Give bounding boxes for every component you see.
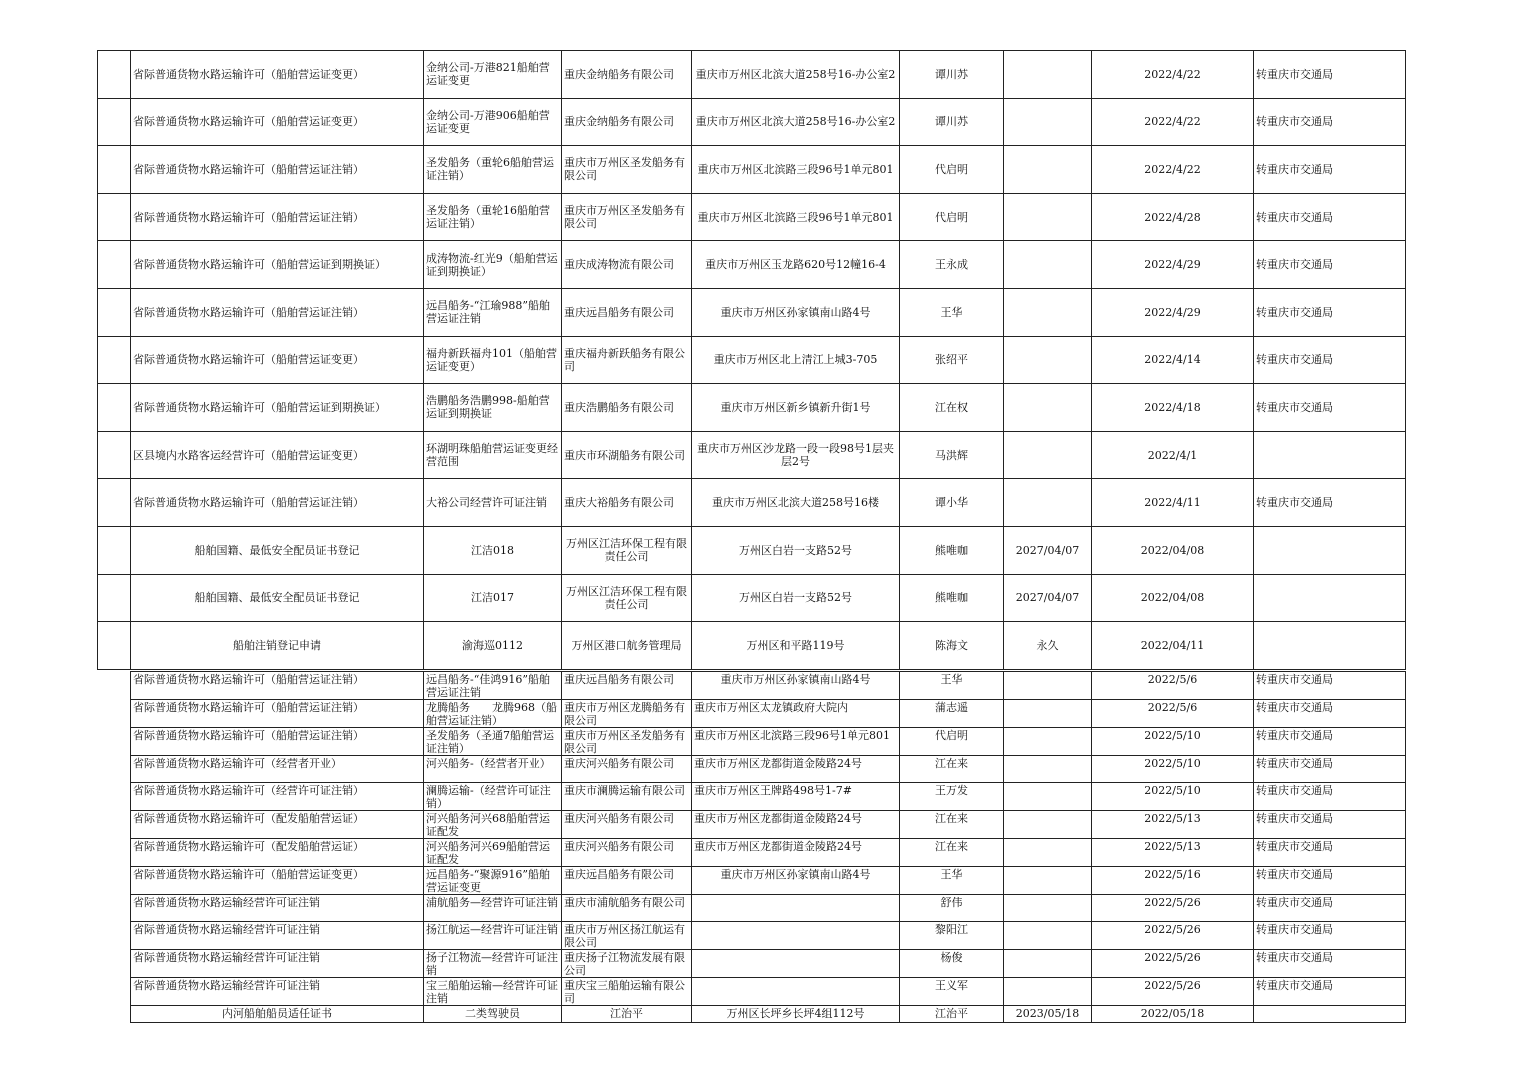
valid-until-cell: [1004, 894, 1092, 921]
valid-until-cell: 2023/05/18: [1004, 1005, 1092, 1022]
permit-type-cell: 区县境内水路客运经营许可（船舶营运证变更）: [131, 431, 424, 479]
item-cell: 宝三船舶运输—经营许可证注销: [424, 977, 562, 1005]
table-row: [98, 574, 1406, 622]
contact-cell: 王万发: [900, 782, 1004, 810]
company-cell: 重庆市万州区龙腾船务有限公司: [562, 700, 692, 728]
note-cell: 转重庆市交通局: [1254, 384, 1406, 432]
note-cell: [1254, 1005, 1406, 1022]
index-cell: [98, 384, 131, 432]
date-cell: 2022/5/26: [1092, 949, 1254, 977]
company-cell: 重庆金纳船务有限公司: [562, 98, 692, 146]
table-row: [98, 336, 1406, 384]
note-cell: 转重庆市交通局: [1254, 756, 1406, 783]
contact-cell: 马洪辉: [900, 431, 1004, 479]
item-cell: 江洁018: [424, 526, 562, 574]
company-cell: 重庆宝三船舶运输有限公司: [562, 977, 692, 1005]
contact-cell: 杨俊: [900, 949, 1004, 977]
address-cell: 重庆市万州区孙家镇南山路4号: [692, 672, 900, 700]
address-cell: 重庆市万州区新乡镇新升街1号: [692, 384, 900, 432]
index-cell: [98, 479, 131, 527]
permit-type-cell: 省际普通货物水路运输许可（船舶营运证到期换证）: [131, 241, 424, 289]
table-row: [131, 672, 1406, 700]
permit-type-cell: 船舶国籍、最低安全配员证书登记: [131, 574, 424, 622]
valid-until-cell: [1004, 146, 1092, 194]
company-cell: 重庆市万州区圣发船务有限公司: [562, 146, 692, 194]
permit-type-cell: 省际普通货物水路运输许可（船舶营运证注销）: [131, 146, 424, 194]
valid-until-cell: [1004, 838, 1092, 866]
date-cell: 2022/5/6: [1092, 672, 1254, 700]
note-cell: [1254, 431, 1406, 479]
valid-until-cell: [1004, 193, 1092, 241]
table-row: [131, 810, 1406, 838]
index-cell: [98, 526, 131, 574]
table-row: [131, 894, 1406, 921]
contact-cell: 王华: [900, 866, 1004, 894]
address-cell: 重庆市万州区北滨大道258号16楼: [692, 479, 900, 527]
address-cell: 重庆市万州区沙龙路一段一段98号1层夹层2号: [692, 431, 900, 479]
address-cell: 万州区白岩一支路52号: [692, 574, 900, 622]
valid-until-cell: [1004, 977, 1092, 1005]
index-cell: [98, 146, 131, 194]
note-cell: 转重庆市交通局: [1254, 479, 1406, 527]
item-cell: 河兴船务河兴68船舶营运证配发: [424, 810, 562, 838]
table-row: [98, 98, 1406, 146]
date-cell: 2022/4/29: [1092, 288, 1254, 336]
company-cell: 重庆河兴船务有限公司: [562, 756, 692, 783]
item-cell: 龙腾船务 龙腾968（船舶营运证注销）: [424, 700, 562, 728]
address-cell: [692, 894, 900, 921]
company-cell: 重庆市环湖船务有限公司: [562, 431, 692, 479]
company-cell: 重庆远昌船务有限公司: [562, 866, 692, 894]
company-cell: 重庆河兴船务有限公司: [562, 838, 692, 866]
note-cell: 转重庆市交通局: [1254, 51, 1406, 99]
index-cell: [98, 98, 131, 146]
contact-cell: 江在来: [900, 838, 1004, 866]
table-row: [131, 866, 1406, 894]
address-cell: 万州区长坪乡长坪4组112号: [692, 1005, 900, 1022]
date-cell: 2022/4/29: [1092, 241, 1254, 289]
contact-cell: 王义军: [900, 977, 1004, 1005]
valid-until-cell: [1004, 51, 1092, 99]
company-cell: 重庆远昌船务有限公司: [562, 288, 692, 336]
table-row: [98, 288, 1406, 336]
contact-cell: 江在来: [900, 756, 1004, 783]
valid-until-cell: [1004, 949, 1092, 977]
item-cell: 大裕公司经营许可证注销: [424, 479, 562, 527]
item-cell: 金纳公司-万港821船舶营运证变更: [424, 51, 562, 99]
contact-cell: 张绍平: [900, 336, 1004, 384]
company-cell: 重庆市浦航船务有限公司: [562, 894, 692, 921]
table-row: [131, 756, 1406, 783]
company-cell: 重庆大裕船务有限公司: [562, 479, 692, 527]
table-row: [98, 51, 1406, 99]
contact-cell: 王华: [900, 288, 1004, 336]
note-cell: 转重庆市交通局: [1254, 866, 1406, 894]
permit-type-cell: 省际普通货物水路运输许可（经营者开业）: [131, 756, 424, 783]
address-cell: [692, 921, 900, 949]
note-cell: 转重庆市交通局: [1254, 949, 1406, 977]
address-cell: [692, 977, 900, 1005]
table-row: [98, 193, 1406, 241]
permit-type-cell: 省际普通货物水路运输许可（船舶营运证注销）: [131, 193, 424, 241]
date-cell: 2022/4/11: [1092, 479, 1254, 527]
item-cell: 渝海巡0112: [424, 622, 562, 670]
company-cell: 万州区江洁环保工程有限责任公司: [562, 574, 692, 622]
table-row: [131, 838, 1406, 866]
note-cell: 转重庆市交通局: [1254, 838, 1406, 866]
permit-type-cell: 船舶注销登记申请: [131, 622, 424, 670]
date-cell: 2022/5/26: [1092, 921, 1254, 949]
valid-until-cell: [1004, 782, 1092, 810]
contact-cell: 黎阳江: [900, 921, 1004, 949]
valid-until-cell: [1004, 288, 1092, 336]
date-cell: 2022/4/22: [1092, 146, 1254, 194]
contact-cell: 谭川苏: [900, 51, 1004, 99]
valid-until-cell: 2027/04/07: [1004, 574, 1092, 622]
note-cell: 转重庆市交通局: [1254, 672, 1406, 700]
address-cell: 万州区白岩一支路52号: [692, 526, 900, 574]
permit-type-cell: 内河船舶船员适任证书: [131, 1005, 424, 1022]
date-cell: 2022/4/28: [1092, 193, 1254, 241]
note-cell: 转重庆市交通局: [1254, 728, 1406, 756]
note-cell: 转重庆市交通局: [1254, 700, 1406, 728]
permit-type-cell: 省际普通货物水路运输许可（船舶营运证变更）: [131, 51, 424, 99]
address-cell: 重庆市万州区北滨路三段96号1单元801: [692, 146, 900, 194]
item-cell: 圣发船务（重轮6船舶营运证注销）: [424, 146, 562, 194]
permit-type-cell: 省际普通货物水路运输许可（船舶营运证到期换证）: [131, 384, 424, 432]
permit-type-cell: 省际普通货物水路运输许可（船舶营运证注销）: [131, 672, 424, 700]
company-cell: 万州区港口航务管理局: [562, 622, 692, 670]
table-row: [131, 977, 1406, 1005]
item-cell: 扬子江物流—经营许可证注销: [424, 949, 562, 977]
note-cell: 转重庆市交通局: [1254, 921, 1406, 949]
valid-until-cell: [1004, 728, 1092, 756]
contact-cell: 王华: [900, 672, 1004, 700]
address-cell: 重庆市万州区玉龙路620号12幢16-4: [692, 241, 900, 289]
note-cell: 转重庆市交通局: [1254, 782, 1406, 810]
company-cell: 重庆市万州区扬江航运有限公司: [562, 921, 692, 949]
item-cell: 江洁017: [424, 574, 562, 622]
company-cell: 重庆远昌船务有限公司: [562, 672, 692, 700]
table-row: [98, 384, 1406, 432]
date-cell: 2022/04/08: [1092, 526, 1254, 574]
permit-type-cell: 省际普通货物水路运输许可（船舶营运证变更）: [131, 866, 424, 894]
table-row: [98, 479, 1406, 527]
item-cell: 澜腾运输-（经营许可证注销）: [424, 782, 562, 810]
item-cell: 圣发船务（圣通7船舶营运证注销）: [424, 728, 562, 756]
date-cell: 2022/4/14: [1092, 336, 1254, 384]
item-cell: 浦航船务—经营许可证注销: [424, 894, 562, 921]
company-cell: 万州区江洁环保工程有限责任公司: [562, 526, 692, 574]
permit-type-cell: 省际普通货物水路运输许可（船舶营运证注销）: [131, 700, 424, 728]
table-row: [98, 526, 1406, 574]
valid-until-cell: [1004, 431, 1092, 479]
item-cell: 环湖明珠船舶营运证变更经营范围: [424, 431, 562, 479]
address-cell: 重庆市万州区龙都街道金陵路24号: [692, 838, 900, 866]
permit-type-cell: 省际普通货物水路运输许可（船舶营运证变更）: [131, 336, 424, 384]
table-row: [131, 949, 1406, 977]
table-row: [131, 700, 1406, 728]
valid-until-cell: [1004, 756, 1092, 783]
valid-until-cell: [1004, 866, 1092, 894]
date-cell: 2022/5/10: [1092, 756, 1254, 783]
index-cell: [98, 622, 131, 670]
date-cell: 2022/5/10: [1092, 728, 1254, 756]
valid-until-cell: [1004, 479, 1092, 527]
contact-cell: 代启明: [900, 193, 1004, 241]
date-cell: 2022/5/16: [1092, 866, 1254, 894]
date-cell: 2022/4/22: [1092, 98, 1254, 146]
note-cell: 转重庆市交通局: [1254, 146, 1406, 194]
index-cell: [98, 51, 131, 99]
company-cell: 重庆市万州区圣发船务有限公司: [562, 193, 692, 241]
contact-cell: 代启明: [900, 146, 1004, 194]
address-cell: [692, 949, 900, 977]
address-cell: 重庆市万州区北滨路三段96号1单元801: [692, 728, 900, 756]
note-cell: 转重庆市交通局: [1254, 336, 1406, 384]
permit-type-cell: 省际普通货物水路运输经营许可证注销: [131, 894, 424, 921]
item-cell: 浩鹏船务浩鹏998-船舶营运证到期换证: [424, 384, 562, 432]
permit-type-cell: 省际普通货物水路运输许可（船舶营运证注销）: [131, 479, 424, 527]
item-cell: 远昌船务-“聚源916”船舶营运证变更: [424, 866, 562, 894]
contact-cell: 陈海文: [900, 622, 1004, 670]
date-cell: 2022/5/13: [1092, 810, 1254, 838]
date-cell: 2022/04/08: [1092, 574, 1254, 622]
index-cell: [98, 336, 131, 384]
address-cell: 重庆市万州区太龙镇政府大院内: [692, 700, 900, 728]
permit-type-cell: 船舶国籍、最低安全配员证书登记: [131, 526, 424, 574]
table-row: [98, 146, 1406, 194]
company-cell: 重庆成涛物流有限公司: [562, 241, 692, 289]
item-cell: 远昌船务-“江瑜988”船舶营运证注销: [424, 288, 562, 336]
date-cell: 2022/05/18: [1092, 1005, 1254, 1022]
valid-until-cell: [1004, 336, 1092, 384]
note-cell: [1254, 526, 1406, 574]
permit-type-cell: 省际普通货物水路运输许可（船舶营运证变更）: [131, 98, 424, 146]
company-cell: 重庆福舟新跃船务有限公司: [562, 336, 692, 384]
date-cell: 2022/4/22: [1092, 51, 1254, 99]
address-cell: 重庆市万州区王牌路498号1-7#: [692, 782, 900, 810]
item-cell: 河兴船务-（经营者开业）: [424, 756, 562, 783]
permit-type-cell: 省际普通货物水路运输经营许可证注销: [131, 949, 424, 977]
valid-until-cell: [1004, 810, 1092, 838]
date-cell: 2022/5/26: [1092, 977, 1254, 1005]
contact-cell: 舒伟: [900, 894, 1004, 921]
address-cell: 重庆市万州区北滨路三段96号1单元801: [692, 193, 900, 241]
note-cell: 转重庆市交通局: [1254, 193, 1406, 241]
permit-type-cell: 省际普通货物水路运输许可（配发船舶营运证）: [131, 810, 424, 838]
valid-until-cell: 2027/04/07: [1004, 526, 1092, 574]
valid-until-cell: 永久: [1004, 622, 1092, 670]
contact-cell: 王永成: [900, 241, 1004, 289]
item-cell: 二类驾驶员: [424, 1005, 562, 1022]
table-row: [98, 622, 1406, 670]
company-cell: 重庆市万州区圣发船务有限公司: [562, 728, 692, 756]
valid-until-cell: [1004, 700, 1092, 728]
address-cell: 万州区和平路119号: [692, 622, 900, 670]
date-cell: 2022/5/6: [1092, 700, 1254, 728]
table-row: [131, 728, 1406, 756]
note-cell: [1254, 574, 1406, 622]
permit-type-cell: 省际普通货物水路运输许可（船舶营运证注销）: [131, 728, 424, 756]
date-cell: 2022/04/11: [1092, 622, 1254, 670]
address-cell: 重庆市万州区龙都街道金陵路24号: [692, 756, 900, 783]
valid-until-cell: [1004, 384, 1092, 432]
permit-type-cell: 省际普通货物水路运输经营许可证注销: [131, 921, 424, 949]
contact-cell: 江在来: [900, 810, 1004, 838]
item-cell: 圣发船务（重轮16船舶营运证注销）: [424, 193, 562, 241]
table-row: [98, 241, 1406, 289]
table-row: [131, 782, 1406, 810]
index-cell: [98, 431, 131, 479]
permit-type-cell: 省际普通货物水路运输许可（船舶营运证注销）: [131, 288, 424, 336]
valid-until-cell: [1004, 241, 1092, 289]
contact-cell: 熊唯咖: [900, 526, 1004, 574]
permit-type-cell: 省际普通货物水路运输经营许可证注销: [131, 977, 424, 1005]
date-cell: 2022/4/18: [1092, 384, 1254, 432]
permit-type-cell: 省际普通货物水路运输许可（配发船舶营运证）: [131, 838, 424, 866]
table-row: [98, 431, 1406, 479]
date-cell: 2022/5/26: [1092, 894, 1254, 921]
contact-cell: 谭川苏: [900, 98, 1004, 146]
address-cell: 重庆市万州区北上清江上城3-705: [692, 336, 900, 384]
address-cell: 重庆市万州区孙家镇南山路4号: [692, 866, 900, 894]
date-cell: 2022/5/13: [1092, 838, 1254, 866]
records-table-lower: [130, 671, 1406, 1023]
contact-cell: 蒲志遥: [900, 700, 1004, 728]
note-cell: 转重庆市交通局: [1254, 98, 1406, 146]
contact-cell: 谭小华: [900, 479, 1004, 527]
company-cell: 重庆浩鹏船务有限公司: [562, 384, 692, 432]
company-cell: 重庆市澜腾运输有限公司: [562, 782, 692, 810]
index-cell: [98, 574, 131, 622]
company-cell: 重庆金纳船务有限公司: [562, 51, 692, 99]
note-cell: 转重庆市交通局: [1254, 810, 1406, 838]
valid-until-cell: [1004, 98, 1092, 146]
address-cell: 重庆市万州区龙都街道金陵路24号: [692, 810, 900, 838]
valid-until-cell: [1004, 921, 1092, 949]
item-cell: 成涛物流-红光9（船舶营运证到期换证）: [424, 241, 562, 289]
note-cell: 转重庆市交通局: [1254, 288, 1406, 336]
date-cell: 2022/4/1: [1092, 431, 1254, 479]
contact-cell: 代启明: [900, 728, 1004, 756]
note-cell: [1254, 622, 1406, 670]
table-row: [131, 1005, 1406, 1022]
note-cell: 转重庆市交通局: [1254, 977, 1406, 1005]
index-cell: [98, 241, 131, 289]
item-cell: 扬江航运—经营许可证注销: [424, 921, 562, 949]
company-cell: 重庆扬子江物流发展有限公司: [562, 949, 692, 977]
table-row: [131, 921, 1406, 949]
note-cell: 转重庆市交通局: [1254, 894, 1406, 921]
index-cell: [98, 193, 131, 241]
item-cell: 金纳公司-万港906船舶营运证变更: [424, 98, 562, 146]
company-cell: 重庆河兴船务有限公司: [562, 810, 692, 838]
permit-type-cell: 省际普通货物水路运输许可（经营许可证注销）: [131, 782, 424, 810]
contact-cell: 熊唯咖: [900, 574, 1004, 622]
item-cell: 福舟新跃福舟101（船舶营运证变更）: [424, 336, 562, 384]
date-cell: 2022/5/10: [1092, 782, 1254, 810]
address-cell: 重庆市万州区孙家镇南山路4号: [692, 288, 900, 336]
address-cell: 重庆市万州区北滨大道258号16-办公室2: [692, 51, 900, 99]
contact-cell: 江治平: [900, 1005, 1004, 1022]
index-cell: [98, 288, 131, 336]
item-cell: 河兴船务河兴69船舶营运证配发: [424, 838, 562, 866]
address-cell: 重庆市万州区北滨大道258号16-办公室2: [692, 98, 900, 146]
records-table-upper: [97, 50, 1406, 670]
valid-until-cell: [1004, 672, 1092, 700]
company-cell: 江治平: [562, 1005, 692, 1022]
item-cell: 远昌船务-“佳鸿916”船舶营运证注销: [424, 672, 562, 700]
contact-cell: 江在权: [900, 384, 1004, 432]
note-cell: 转重庆市交通局: [1254, 241, 1406, 289]
